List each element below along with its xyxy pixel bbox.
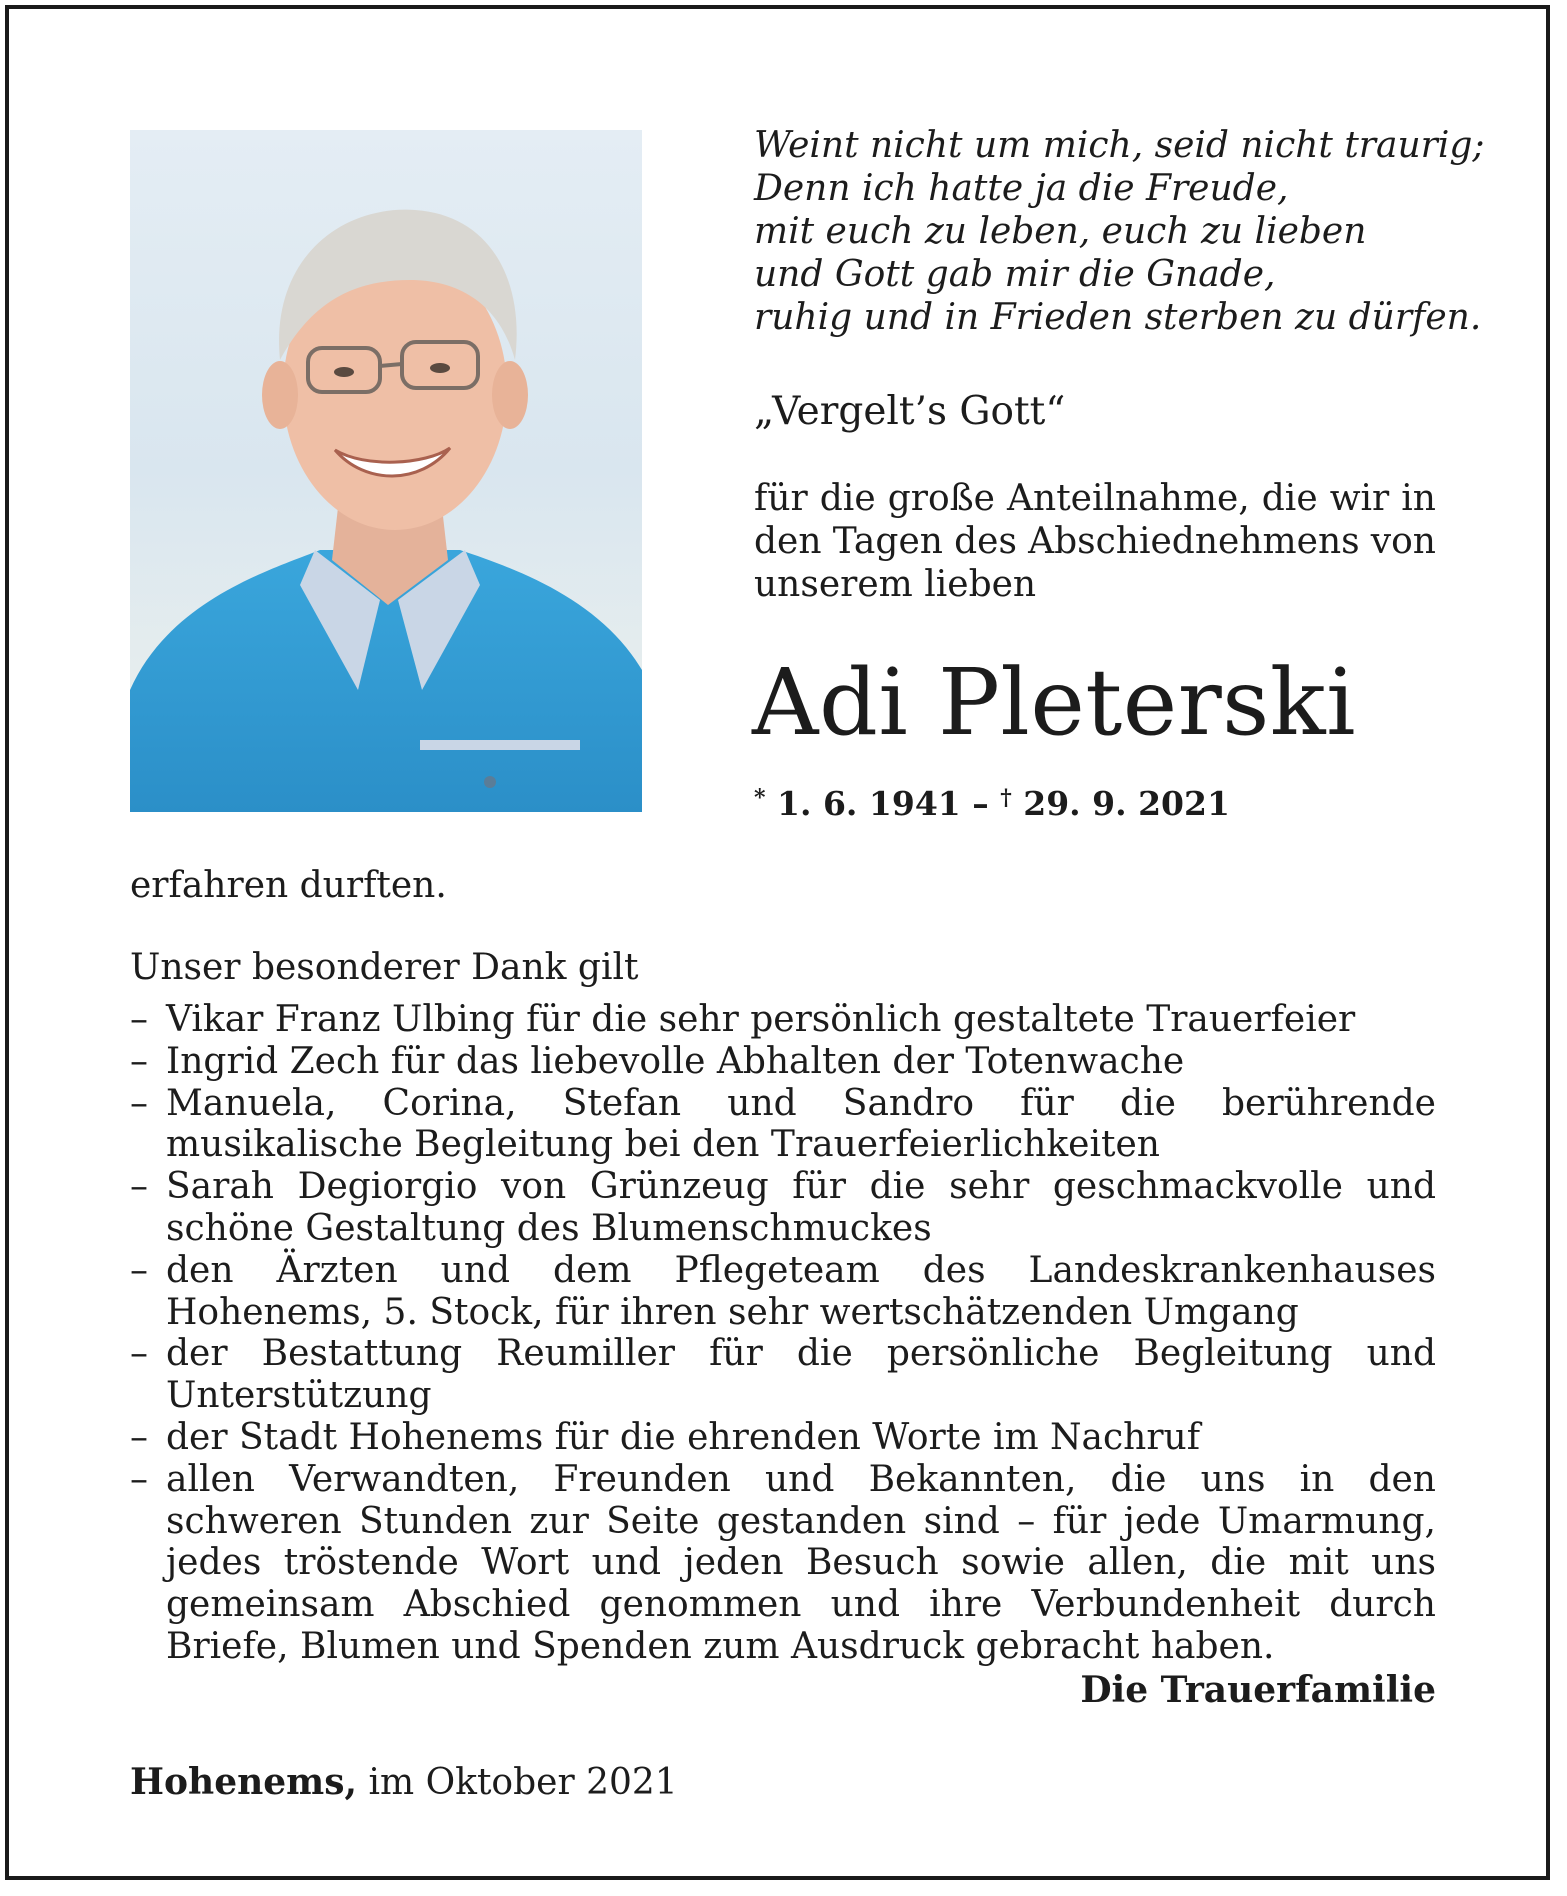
intro-line-1 — [754, 477, 1436, 520]
bullet-dash: – — [130, 1082, 148, 1124]
list-item — [130, 1417, 1436, 1459]
intro-word: für — [754, 478, 808, 519]
list-item-text: Sarah Degiorgio von Grünzeug für die sehr geschmackvolle und schöne Gestaltung des Blumenschmuckes — [166, 1166, 1436, 1249]
list-item-text: Vikar Franz Ulbing für die sehr persönlich gestaltete Trauerfeier — [166, 999, 1356, 1040]
portrait-illustration — [130, 130, 642, 812]
intro-word: in — [1401, 478, 1436, 519]
intro-text — [754, 477, 1436, 606]
intro-word: die — [1261, 478, 1318, 519]
bullet-dash: – — [130, 1249, 148, 1291]
life-dates — [754, 776, 1230, 826]
bullet-dash: – — [130, 1166, 148, 1208]
list-item-text: der Stadt Hohenems für die ehrenden Worte im Nachruf — [166, 1416, 1201, 1458]
birth-date: 1. 6. 1941 — [777, 784, 961, 823]
intro-word: des — [954, 521, 1017, 562]
bullet-dash: – — [130, 1458, 148, 1500]
continuation-text: erfahren durften. — [130, 865, 447, 906]
intro-word: Abschiednehmens — [1028, 521, 1360, 562]
list-item — [130, 1041, 1436, 1083]
poem-line: mit euch zu leben, euch zu lieben — [754, 211, 1367, 252]
vergelts-gott-heading: „Vergelt’s Gott“ — [754, 389, 1066, 434]
list-item — [130, 1083, 1436, 1167]
list-item — [130, 1250, 1436, 1334]
poem-line: ruhig und in Frieden sterben zu dürfen. — [754, 297, 1482, 338]
list-item-text: allen Verwandten, Freunden und Bekannten, die uns in den schweren Stunden zur Seite gestanden sind – für jede Umarmung, jedes tröstende Wort und jeden Besuch sowie allen, die mit uns gemeinsam Abschied genommen und ihre Verbundenheit durch Briefe, Blumen und Spenden zum Ausdruck gebracht haben. — [166, 1458, 1436, 1667]
intro-word: von — [1370, 521, 1436, 562]
place: Hohenems, — [130, 1761, 358, 1803]
birth-symbol: * — [754, 785, 766, 811]
intro-word: große — [887, 478, 995, 519]
intro-word: den — [754, 521, 822, 562]
poem-line: Denn ich hatte ja die Freude, — [754, 168, 1289, 209]
poem — [754, 124, 1485, 339]
signature: Die Trauerfamilie — [1080, 1669, 1436, 1711]
death-symbol: † — [1000, 785, 1012, 811]
intro-word: wir — [1329, 478, 1390, 519]
bullet-dash: – — [130, 1416, 148, 1458]
list-item — [130, 999, 1436, 1041]
list-item — [130, 1333, 1436, 1417]
thanks-intro: Unser besonderer Dank gilt — [130, 947, 639, 988]
thanks-list — [130, 999, 1436, 1668]
deceased-name: Adi Pleterski — [752, 649, 1357, 756]
list-item-text: den Ärzten und dem Pflegeteam des Landeskrankenhauses Hohenems, 5. Stock, für ihren sehr wertschätzenden Umgang — [166, 1249, 1436, 1333]
intro-word: Anteilnahme, — [1007, 478, 1250, 519]
place-and-date — [130, 1760, 678, 1805]
intro-line-2 — [754, 520, 1436, 563]
list-item — [130, 1166, 1436, 1250]
list-item-text: Manuela, Corina, Stefan und Sandro für die berührende musikalische Begleitung bei den Trauerfeierlichkeiten — [166, 1082, 1436, 1166]
bullet-dash: – — [130, 1333, 148, 1375]
list-item-text: Ingrid Zech für das liebevolle Abhalten der Totenwache — [166, 1040, 1185, 1082]
list-item-text: der Bestattung Reumiller für die persönliche Begleitung und Unterstützung — [166, 1333, 1436, 1417]
portrait-photo — [130, 130, 642, 812]
intro-word: Tagen — [832, 521, 943, 562]
poem-line: und Gott gab mir die Gnade, — [754, 254, 1276, 295]
bullet-dash: – — [130, 1040, 148, 1082]
intro-word: die — [819, 478, 876, 519]
date-separator: – — [960, 784, 1001, 823]
date: im Oktober 2021 — [368, 1762, 678, 1803]
list-item — [130, 1459, 1436, 1668]
poem-line: Weint nicht um mich, seid nicht traurig; — [754, 125, 1485, 166]
intro-line-3: unserem lieben — [754, 564, 1037, 605]
death-date: 29. 9. 2021 — [1023, 784, 1230, 823]
bullet-dash: – — [130, 999, 148, 1040]
